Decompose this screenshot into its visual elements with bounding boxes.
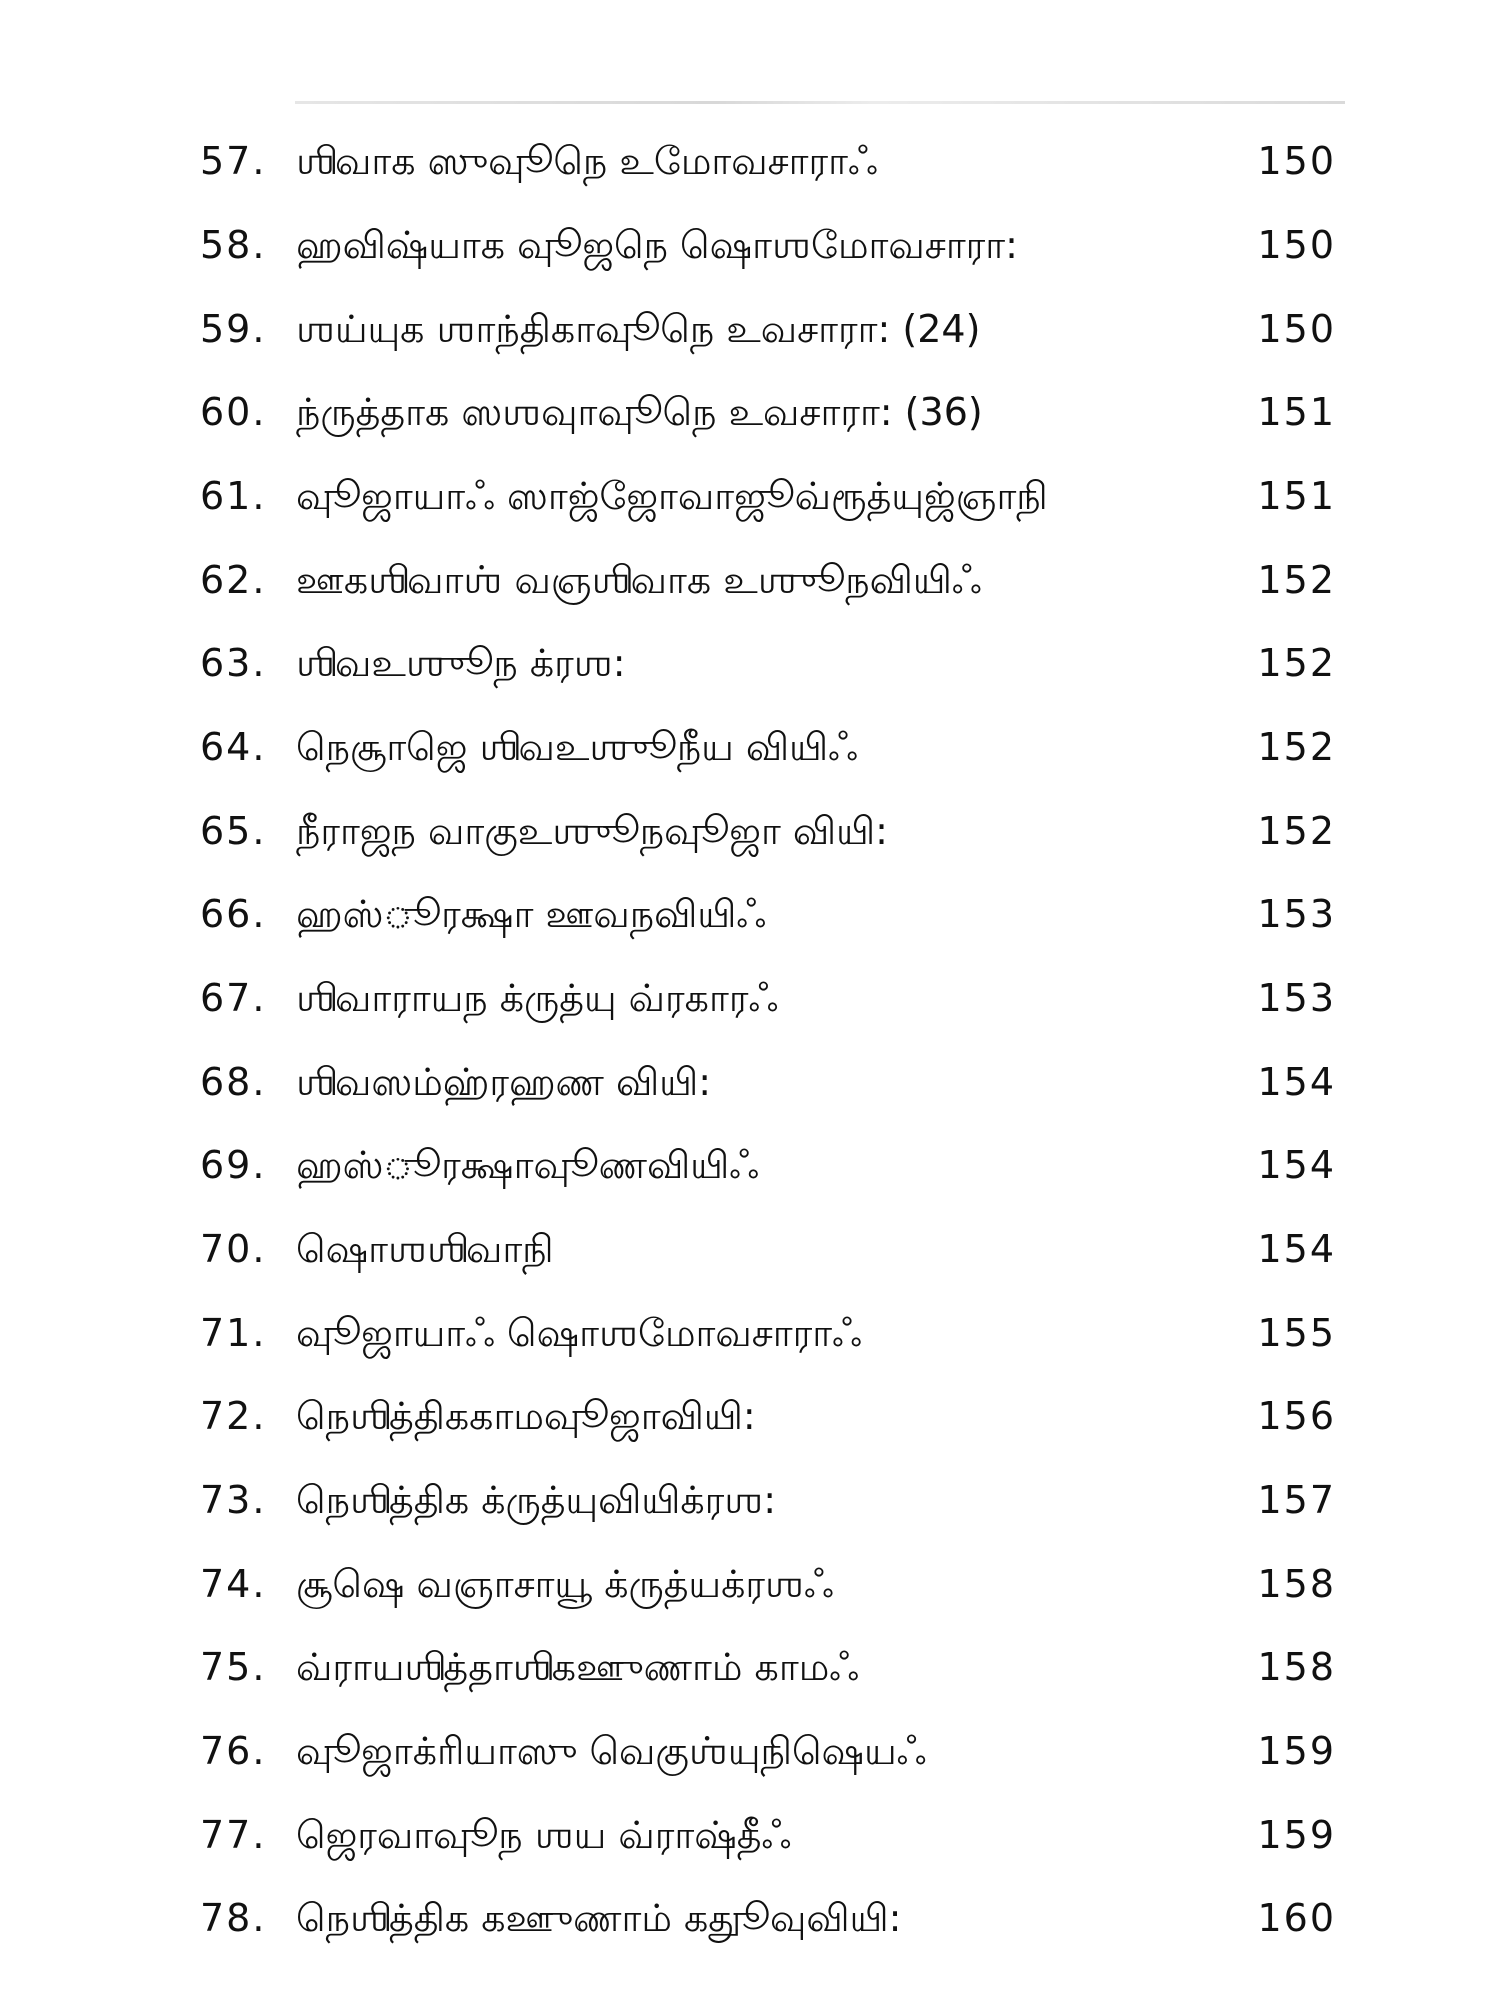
entry-title: ஹஸ்ூரக்ஷா ஊவநவியிஃ (296, 892, 767, 936)
toc-entry (0, 1291, 1500, 1375)
entry-title: ஷொஶஶிவாநி (296, 1227, 554, 1271)
entry-number: 65. (200, 809, 267, 853)
entry-page-number: 158 (1257, 1562, 1336, 1606)
entry-title: ஶிவஸம்ஹ்ரஹண வியி: (296, 1060, 712, 1104)
entry-title: நெசூாஜெ ஶிவஉஶுூநீய வியிஃ (296, 725, 858, 769)
entry-number: 61. (200, 474, 267, 518)
entry-number: 62. (200, 558, 267, 602)
entry-page-number: 159 (1257, 1813, 1336, 1857)
toc-entry (0, 621, 1500, 705)
toc-entry (0, 1123, 1500, 1207)
toc-entry (0, 1793, 1500, 1877)
entry-title: நெஶித்திக க்ருத்யுவியிக்ரஶ: (296, 1478, 777, 1522)
entry-title: ஹவிஷ்யாக வுூஜநெ ஷொஶமோவசாரா: (296, 223, 1018, 267)
entry-page-number: 150 (1257, 139, 1336, 183)
entry-title: வுூஜாக்ரியாஸு வெகுஶ்யுநிஷெயஃ (296, 1729, 927, 1773)
entry-page-number: 151 (1257, 390, 1336, 434)
toc-entry (0, 454, 1500, 538)
toc-entry (0, 203, 1500, 287)
entry-title: ந்ருத்தாக ஸஶவுாவுூநெ உவசாரா: (36) (296, 390, 983, 434)
entry-page-number: 150 (1257, 223, 1336, 267)
entry-number: 73. (200, 1478, 267, 1522)
entry-page-number: 158 (1257, 1645, 1336, 1689)
entry-number: 68. (200, 1060, 267, 1104)
entry-title: வுூஜாயாஃ ஷொஶமோவசாராஃ (296, 1311, 862, 1355)
entry-number: 63. (200, 641, 267, 685)
entry-page-number: 156 (1257, 1394, 1336, 1438)
toc-entry (0, 789, 1500, 873)
toc-entry (0, 287, 1500, 371)
entry-title: ஹஸ்ூரக்ஷாவுூணவியிஃ (296, 1143, 760, 1187)
toc-entry (0, 1374, 1500, 1458)
entry-title: வ்ராயஶித்தாஶிகஊுணாம் காமஃ (296, 1645, 860, 1689)
entry-title: வுூஜாயாஃ ஸாஜ்ஜோவாஜூவ்ரூத்யுஜ்ஞாநி (296, 474, 1048, 518)
entry-title: ஊகஶிவாஶ் வஞஶிவாக உஶுூநவியிஃ (296, 558, 982, 602)
toc-entry (0, 1040, 1500, 1124)
entry-title: நீராஜந வாகுஉஶுூநவுூஜா வியி: (296, 809, 888, 853)
entry-number: 64. (200, 725, 267, 769)
entry-number: 75. (200, 1645, 267, 1689)
entry-page-number: 151 (1257, 474, 1336, 518)
toc-entry (0, 956, 1500, 1040)
entry-title: ஶிவஉஶுூந க்ரஶ: (296, 641, 626, 685)
entry-page-number: 152 (1257, 558, 1336, 602)
entry-page-number: 159 (1257, 1729, 1336, 1773)
entry-number: 66. (200, 892, 267, 936)
entry-page-number: 155 (1257, 1311, 1336, 1355)
toc-entry (0, 872, 1500, 956)
entry-number: 72. (200, 1394, 267, 1438)
entry-page-number: 152 (1257, 641, 1336, 685)
entry-title: நெஶித்திககாமவுூஜாவியி: (296, 1394, 756, 1438)
entry-number: 69. (200, 1143, 267, 1187)
entry-page-number: 153 (1257, 976, 1336, 1020)
entry-page-number: 154 (1257, 1143, 1336, 1187)
entry-page-number: 152 (1257, 725, 1336, 769)
entry-number: 60. (200, 390, 267, 434)
entry-number: 70. (200, 1227, 267, 1271)
entry-page-number: 153 (1257, 892, 1336, 936)
entry-title: சூஷெ வஞாசாயூ க்ருத்யக்ரஶஃ (296, 1562, 834, 1606)
toc-entry (0, 1709, 1500, 1793)
entry-page-number: 157 (1257, 1478, 1336, 1522)
toc-entry (0, 1876, 1500, 1960)
toc-entry (0, 1207, 1500, 1291)
entry-number: 74. (200, 1562, 267, 1606)
entry-page-number: 152 (1257, 809, 1336, 853)
entry-number: 59. (200, 307, 267, 351)
entry-page-number: 160 (1257, 1896, 1336, 1940)
toc-entry (0, 119, 1500, 203)
entry-page-number: 154 (1257, 1227, 1336, 1271)
entry-title: ஶிவாக ஸுவுூநெ உமோவசாராஃ (296, 139, 878, 183)
entry-title: ஶய்யுக ஶாந்திகாவுூநெ உவசாரா: (24) (296, 307, 981, 351)
toc-entry (0, 705, 1500, 789)
entry-title: ஜெரவாவுூந ஶய வ்ராஷ்தீஃ (296, 1813, 792, 1857)
entry-number: 76. (200, 1729, 267, 1773)
toc-entry (0, 1625, 1500, 1709)
toc-entry (0, 538, 1500, 622)
toc-entry (0, 1458, 1500, 1542)
entry-number: 77. (200, 1813, 267, 1857)
entry-title: ஶிவாராயந க்ருத்யு வ்ரகாரஃ (296, 976, 779, 1020)
entry-number: 78. (200, 1896, 267, 1940)
entry-number: 67. (200, 976, 267, 1020)
toc-entry (0, 370, 1500, 454)
entry-number: 58. (200, 223, 267, 267)
entry-title: நெஶித்திக கஊுணாம் கதுூவுவியி: (296, 1896, 902, 1940)
entry-number: 71. (200, 1311, 267, 1355)
toc-entry (0, 1542, 1500, 1626)
entry-page-number: 150 (1257, 307, 1336, 351)
entry-page-number: 154 (1257, 1060, 1336, 1104)
entry-number: 57. (200, 139, 267, 183)
